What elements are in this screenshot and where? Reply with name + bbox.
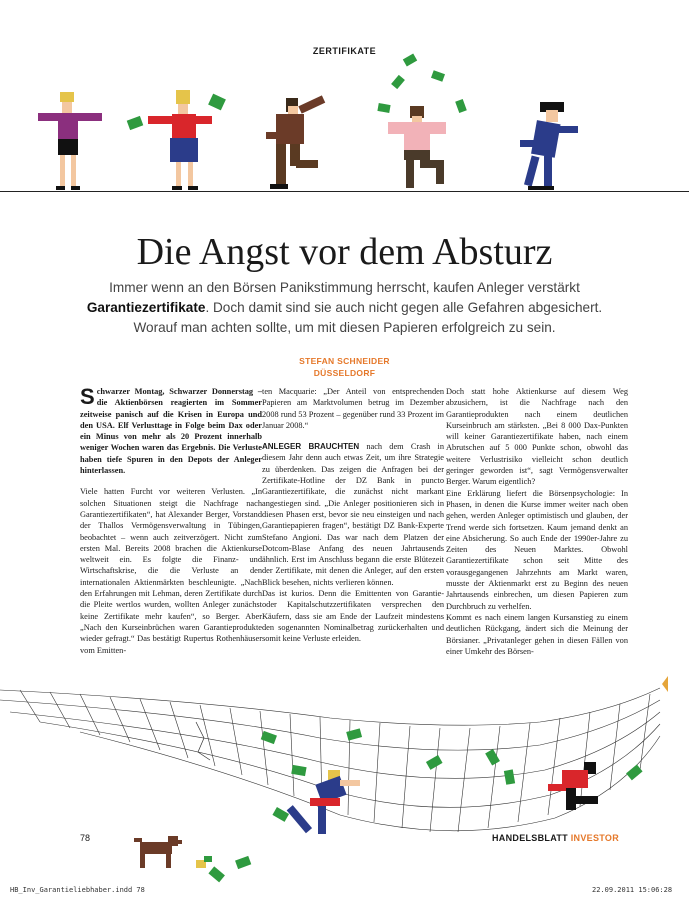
slug-filename: HB_Inv_Garantieliebhaber.indd 78: [10, 886, 145, 894]
column-1: [80, 386, 262, 656]
lead-paragraph: [80, 386, 262, 476]
brand-main: HANDELSBLATT: [492, 833, 568, 843]
body-paragraph: Kommt es nach einem langen Kursanstieg zu einem deutlichen Rückgang, ändert sich die Meinung der Börsianer. „Privatanleger gehen in diesen Fällen von einer Umkehr des Börsen-: [446, 612, 628, 656]
drop-cap: S: [80, 384, 95, 409]
figure-navy: [520, 102, 578, 190]
deck: [70, 278, 619, 338]
deck-bold: Garantiezertifikate: [86, 300, 206, 315]
subhead-text: nach dem Crash in diesem Jahr denn auch etwas Zeit, um ihre Strategie zu überdenken. Das zeigen die Anfragen bei der Zertifikate-Hotline der DZ Bank in puncto Garantiezertifikate, die zunächst nicht markant angestiegen sind. „Die Anleger positionieren sich in diesen Phasen erst, bevor sie neu einsteigen und nach Garantiepapieren fragen“, bestätigt DZ Bank-Experte Stefano Angioni. Das war nach dem Platzen der Dotcom-Blase Anfang des neuen Jahrtausends ähnlich. Erst im Anschluss begann die erste Blütezeit der Zertifikate, mit denen die Anleger, auf den ersten Blick besehen, nichts verlieren können.: [262, 442, 445, 587]
body-paragraph: Viele hatten Furcht vor weiteren Verlusten. „In solchen Situationen steigt die Nachfrage nach Garantiezertifikaten“, hat Alexander Berger, Vorstand der Thallos Vermögensverwaltung in Tübingen, beobachtet – wenn auch zeitverzögert. Nicht zum ersten Mal. Bereits 2008 brachen die Aktienkurse weltweit ein. Es folgte die Finanz- und Wirtschaftskrise, die die Verluste an den internationalen Aktienmärkten beschleunigte. „Nach den Erfahrungen mit Lehman, deren Zertifikate durch die Pleite wertlos wurden, wollten Anleger zunächst keine Zertifikate mehr kaufen“, so Berger. Aber „Nach den Kurseinbrüchen waren Garantieprodukte wieder gefragt.“ Das bestätigt Rupertus Rothenhäuser vom Emitten-: [80, 487, 262, 655]
headline: Die Angst vor dem Absturz: [136, 231, 553, 273]
subhead: ANLEGER BRAUCHTEN: [262, 442, 360, 452]
body-paragraph: Das ist kurios. Denn die Emittenten von Garantie- oder Kapitalschutzzertifikaten versprechen den Käufern, dass sie am Ende der Laufzeit mindestens den sogenannten Nominalbetrag zurückerhalten und somit keine Verluste erleiden.: [262, 589, 444, 644]
lead-text: chwarzer Montag, Schwarzer Donnerstag – die Aktienbörsen reagierten im Sommer zeitweise panisch auf die Krisen in Europa und den USA. Elf Verlusttage in Folge beim Dax oder ein Minus von mehr als 20 Prozent innerhalb weniger Wochen waren das Ergebnis. Die Verluste haben tiefe Spuren in den Depots der Anleger hinterlassen.: [80, 387, 262, 476]
figure-pink: [388, 106, 446, 188]
slug-timestamp: 22.09.2011 15:06:28: [592, 886, 673, 894]
section-label: ZERTIFIKATE: [312, 46, 377, 56]
column-3: [446, 386, 628, 657]
brand-sub: INVESTOR: [570, 833, 619, 843]
body-paragraph: ten Macquarie: „Der Anteil von entsprechenden Papieren am Marktvolumen betrug im Dezember 2008 rund 53 Prozent – gegenüber rund 33 Prozent im Januar 2008.“: [262, 387, 444, 430]
deck-part1: Immer wenn an den Börsen Panikstimmung herrscht, kaufen Anleger verstärkt: [109, 280, 580, 295]
byline-location: DÜSSELDORF: [313, 368, 376, 378]
page-number: 78: [80, 833, 91, 843]
body-paragraph: Eine Erklärung liefert die Börsenpsychologie: In Phasen, in denen die Kurse immer weiter nach oben gehen, werden Anleger optimistisch und glauben, der Trend werde sich fortsetzen. Kaum jemand denkt an eine Absicherung. So auch Ende der 1990er-Jahre zu Zeiten des Neuen Marktes. Obwohl Garantiezertifikate schon seit Mitte des vorausgegangenen Jahrzehnts am Markt waren, musste der Aktienmarkt erst zu Beginn des neuen Jahrtausends einbrechen, um diesen Papieren zum Durchbruch zu verhelfen.: [446, 488, 628, 611]
top-rule: [0, 191, 689, 192]
byline-author: STEFAN SCHNEIDER: [299, 356, 390, 366]
deck-part2: . Doch damit sind sie auch nicht gegen alle Gefahren abgesichert. Worauf man achten sollte, um mit diesen Papieren erfolgreich zu sein.: [133, 300, 603, 335]
column-2: [262, 386, 444, 645]
figure-brown: [266, 95, 325, 189]
byline: [0, 355, 689, 379]
figure-purple: [38, 92, 102, 190]
body-paragraph: Doch statt hohe Aktienkurse auf diesem Weg abzusichern, ist die Nachfrage nach den Garantieprodukten nach einem deutlichen Kurseinbruch am stärksten. „Bei 8 000 Dax-Punkten will keiner Garantiezertifikate haben, nach einem Abrutschen auf 5 000 Punkte schon, obwohl das weitere Verlustrisiko vielleicht schon deutlich geringer geworden ist“, sagt Vermögensverwalter Berger. Warum eigentlich?: [446, 387, 628, 487]
body-paragraph: [262, 441, 444, 588]
publication-brand: [492, 833, 619, 843]
figure-red: [148, 90, 212, 190]
